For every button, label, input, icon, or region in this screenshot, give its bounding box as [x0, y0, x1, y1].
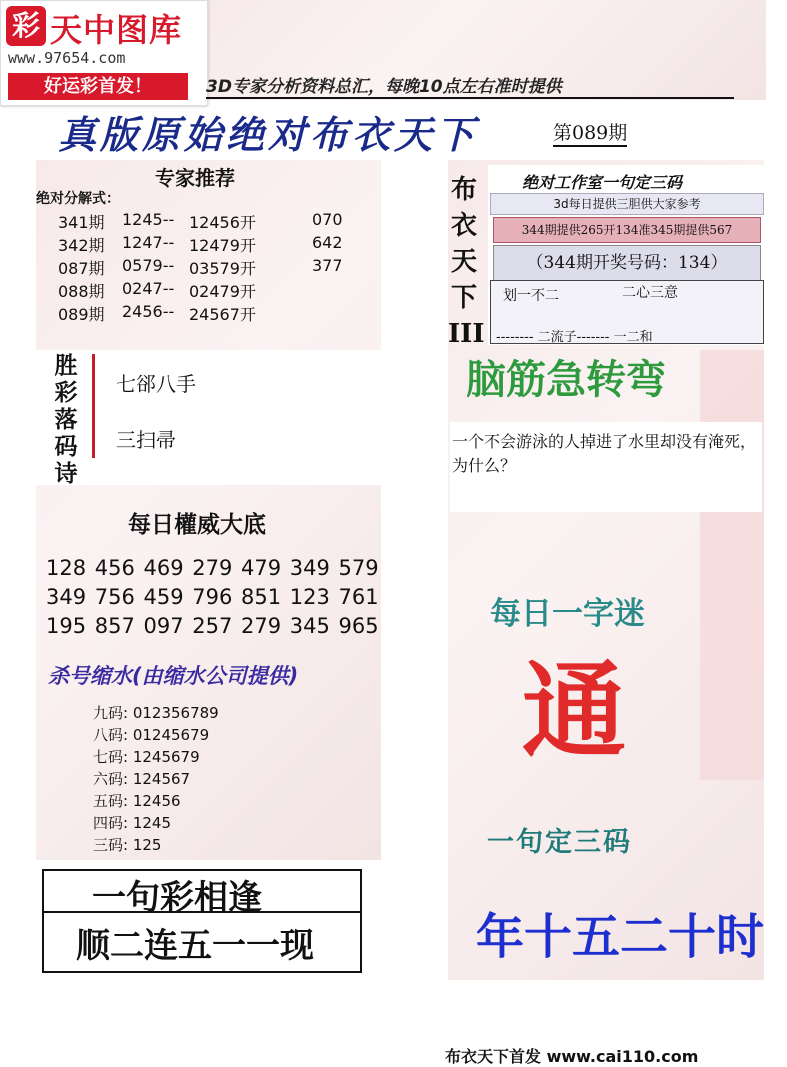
poem-line-2: 三扫帚: [116, 428, 176, 452]
phrase-text: 顺二连五一一现: [76, 926, 314, 966]
logo-mark: 彩: [6, 6, 46, 46]
expert-row-result: 02479开: [189, 282, 256, 301]
expert-row-issue: 088期: [58, 282, 105, 301]
expert-row-pick: 1247--: [122, 233, 175, 252]
expert-row-pick: 0247--: [122, 279, 175, 298]
expert-row-pick: 1245--: [122, 210, 175, 229]
header-tagline: 3D专家分析资料总汇，每晚10点左右准时提供: [206, 72, 734, 99]
expert-row-issue: 341期: [58, 213, 105, 232]
logo-slogan: 好运彩首发！: [8, 73, 188, 100]
one-line-text: 年十五二十时: [476, 909, 765, 965]
kill-row: 七码: 1245679: [93, 748, 200, 766]
one-line-title: 一句定三码: [487, 827, 632, 858]
issue-number: 第089期: [553, 118, 627, 147]
daily-base-row: 128 456 469 279 479 349 579: [46, 556, 379, 580]
char-riddle-character: 通: [522, 650, 627, 772]
kill-row: 五码: 12456: [93, 792, 181, 810]
studio-title: 绝对工作室一句定三码: [522, 173, 683, 192]
expert-row-result: 03579开: [189, 259, 256, 278]
kill-row: 九码: 012356789: [93, 704, 219, 722]
expert-row-code: 642: [312, 233, 343, 252]
page-title: 真版原始绝对布衣天下: [58, 112, 479, 157]
poem-line-1: 七郤八手: [116, 372, 196, 396]
expert-row-code: 377: [312, 256, 343, 275]
phrase-title: 一句彩相逢: [92, 878, 262, 918]
kill-row: 六码: 124567: [93, 770, 191, 788]
studio-draw-result: （344期开奖号码：134）: [493, 245, 761, 281]
expert-row-pick: 2456--: [122, 302, 175, 321]
studio-line-1: 3d每日提供三胆供大家参考: [490, 193, 764, 215]
expert-row-issue: 089期: [58, 305, 105, 324]
daily-base-title: 每日權威大底: [128, 511, 266, 538]
expert-row-pick: 0579--: [122, 256, 175, 275]
footer-credit[interactable]: 布衣天下首发 www.cai110.com: [445, 1047, 699, 1066]
expert-subtitle: 绝对分解式：: [36, 191, 120, 207]
kill-row: 八码: 01245679: [93, 726, 210, 744]
expert-row-result: 24567开: [189, 305, 256, 324]
studio-line-2: 344期提供265开134准345期提供567: [493, 217, 761, 243]
studio-hint-1: 划一不二: [503, 288, 559, 304]
expert-row-result: 12479开: [189, 236, 256, 255]
daily-base-row: 349 756 459 796 851 123 761: [46, 585, 379, 609]
logo-url: www.97654.com: [8, 49, 126, 67]
kill-row: 三码: 125: [93, 836, 162, 854]
background-accent: [700, 350, 764, 780]
logo-title: 天中图库: [50, 11, 183, 49]
char-riddle-title: 每日一字迷: [490, 596, 645, 632]
expert-section-title: 专家推荐: [155, 166, 235, 190]
poem-label: 胜彩落码诗: [54, 352, 78, 487]
kill-row: 四码: 1245: [93, 814, 171, 832]
kill-section-title: 杀号缩水(由缩水公司提供): [48, 664, 299, 688]
expert-row-code: 070: [312, 210, 343, 229]
side-brand-label: 布衣天下III: [448, 175, 485, 349]
expert-row-issue: 342期: [58, 236, 105, 255]
poem-box: [36, 350, 381, 485]
brain-teaser-title: 脑筋急转弯: [466, 357, 666, 403]
studio-hint-3: -------- 二流子------- 一二和: [496, 330, 653, 345]
expert-row-issue: 087期: [58, 259, 105, 278]
poem-divider: [92, 354, 95, 458]
riddle-text: 一个不会游泳的人掉进了水里却没有淹死，为什么？: [452, 432, 757, 475]
daily-base-row: 195 857 097 257 279 345 965: [46, 614, 379, 638]
studio-hint-2: 二心三意: [622, 285, 678, 301]
expert-row-result: 12456开: [189, 213, 256, 232]
